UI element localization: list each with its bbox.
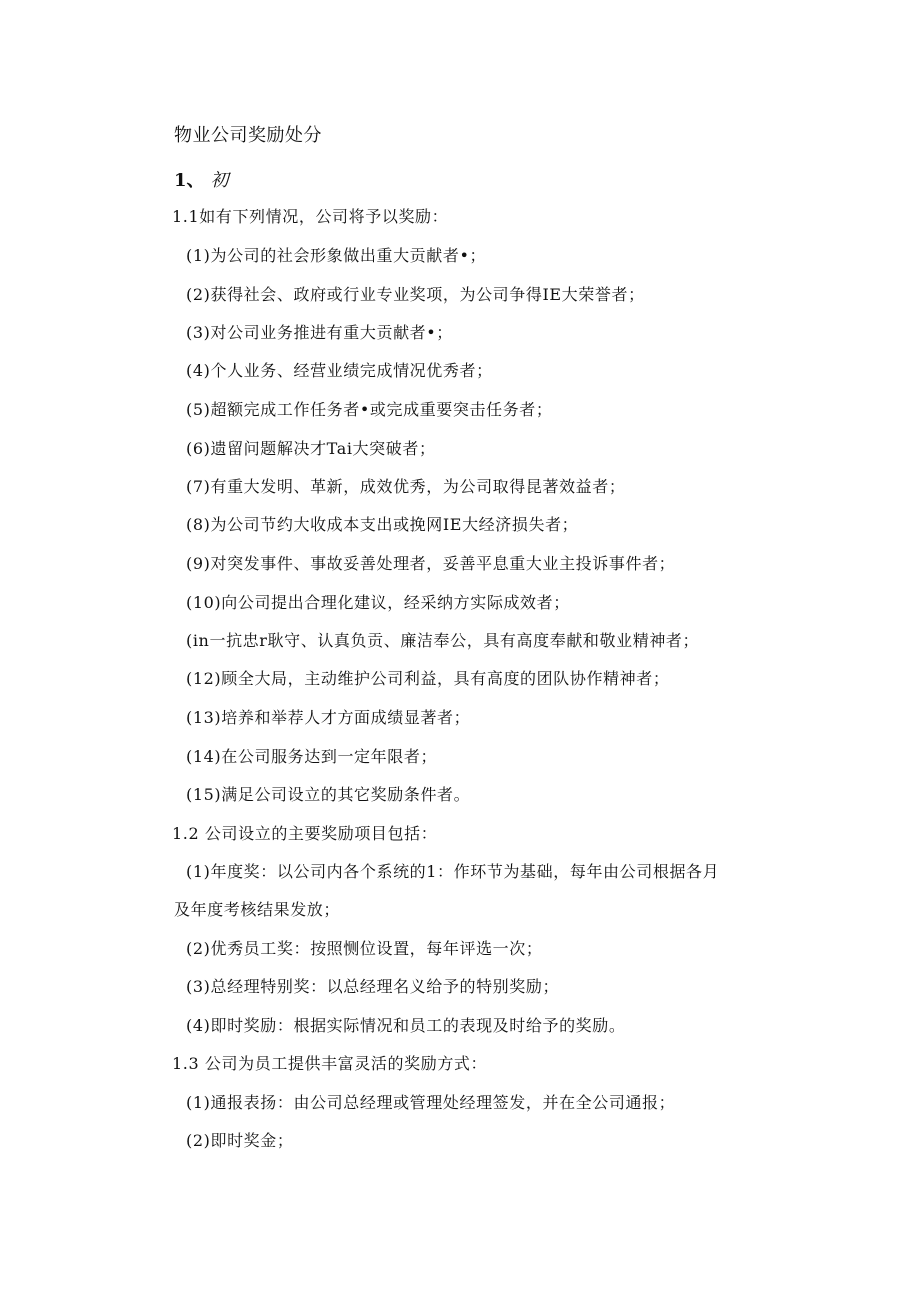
list-item: (4)即时奖励：根据实际情况和员工的表现及时给予的奖励。 xyxy=(186,1016,626,1035)
section-label: 1.3 公司为员工提供丰富灵活的奖励方式： xyxy=(172,1054,488,1073)
list-item: (13)培养和举荐人才方面成绩显著者； xyxy=(186,708,471,727)
list-item: (15)满足公司设立的其它奖励条件者。 xyxy=(186,785,471,804)
list-item: (5)超额完成工作任务者•或完成重要突击任务者； xyxy=(186,400,553,419)
section-label: 1.1如有下列情况，公司将予以奖励： xyxy=(172,207,449,226)
list-item: (in一抗忠r耿守、认真负贡、廉洁奉公，具有高度奉献和敬业精神者； xyxy=(186,631,700,650)
list-item: (6)遗留问题解决才Tai大突破者； xyxy=(186,439,436,458)
list-item: (14)在公司服务达到一定年限者； xyxy=(186,747,438,766)
document-title: 物业公司奖励处分 xyxy=(174,125,322,146)
list-item: (12)顾全大局，主动维护公司利益，具有高度的团队协作精神者； xyxy=(186,669,670,688)
list-item: (3)总经理特别奖：以总经理名义给予的特别奖励； xyxy=(186,977,560,996)
list-item-continuation: 及年度考核结果发放； xyxy=(174,900,341,919)
section-heading-number: 1、 xyxy=(174,170,205,191)
list-item: (8)为公司节约大收成本支出或挽网IE大经济损失者； xyxy=(186,515,579,534)
list-item: (7)有重大发明、革新，成效优秀，为公司取得昆著效益者； xyxy=(186,477,626,496)
list-item: (10)向公司提出合理化建议，经采纳方实际成效者； xyxy=(186,593,570,612)
section-heading-text: 初 xyxy=(210,170,229,191)
list-item: (4)个人业务、经营业绩完成情况优秀者； xyxy=(186,361,493,380)
section-heading xyxy=(174,166,229,192)
list-item: (1)为公司的社会形象做出重大贡献者•； xyxy=(186,246,487,265)
list-item: (1)年度奖：以公司内各个系统的1：作环节为基础，每年由公司根据各月 xyxy=(186,862,720,881)
list-item: (2)获得社会、政府或行业专业奖项，为公司争得IE大荣誉者； xyxy=(186,285,645,304)
list-item: (9)对突发事件、事故妥善处理者，妥善平息重大业主投诉事件者； xyxy=(186,554,676,573)
section-label: 1.2 公司设立的主要奖励项目包括： xyxy=(172,824,438,843)
list-item: (2)即时奖金； xyxy=(186,1131,294,1150)
list-item: (1)通报表扬：由公司总经理或管理处经理签发，并在全公司通报； xyxy=(186,1093,676,1112)
list-item: (3)对公司业务推进有重大贡献者•； xyxy=(186,323,453,342)
list-item: (2)优秀员工奖：按照恻位设置，每年评选一次； xyxy=(186,939,543,958)
